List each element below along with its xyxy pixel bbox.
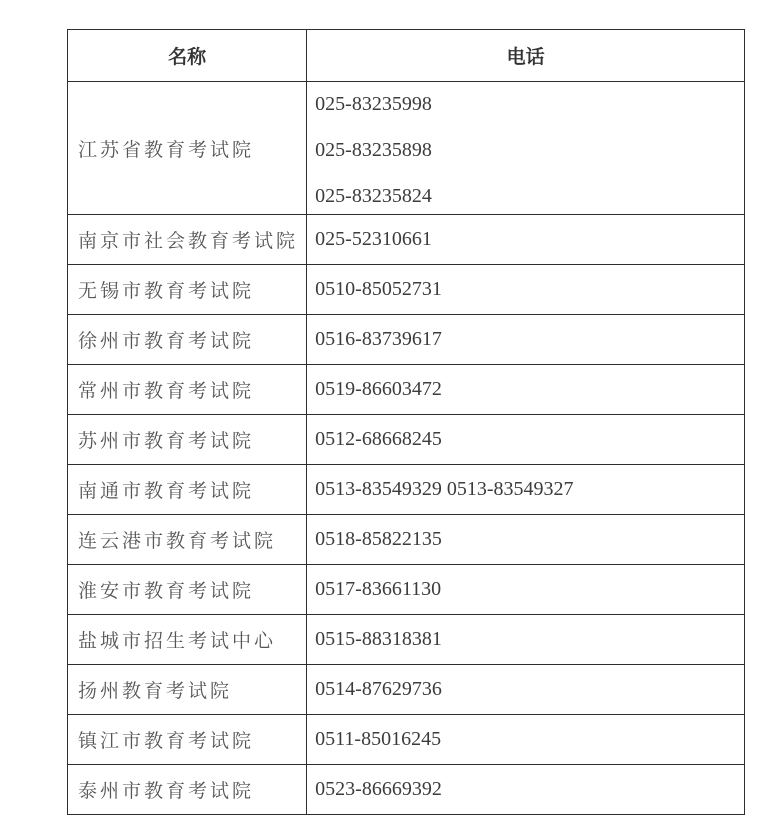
table-row [68,365,745,415]
institute-name: 徐州市教育考试院 [68,315,307,365]
table-row [68,465,745,515]
phone-number: 0516-83739617 [307,315,745,365]
exam-institute-contact-table [67,29,745,815]
phone-number: 0523-86669392 [307,765,745,815]
institute-name: 镇江市教育考试院 [68,715,307,765]
table-row [68,765,745,815]
phone-number: 0514-87629736 [307,665,745,715]
phone-number: 025-83235824 [315,185,432,207]
phone-cell [307,82,745,215]
table-row [68,515,745,565]
phone-number: 0518-85822135 [307,515,745,565]
table-row [68,565,745,615]
institute-name: 南通市教育考试院 [68,465,307,515]
institute-name: 无锡市教育考试院 [68,265,307,315]
phone-number: 0513-83549329 0513-83549327 [307,465,745,515]
header-name: 名称 [68,30,307,82]
institute-name: 连云港市教育考试院 [68,515,307,565]
table-row [68,415,745,465]
phone-number: 0515-88318381 [307,615,745,665]
institute-name: 泰州市教育考试院 [68,765,307,815]
header-phone: 电话 [307,30,745,82]
table-row [68,615,745,665]
phone-number: 0517-83661130 [307,565,745,615]
phone-number: 025-83235998 [315,93,432,115]
table-row [68,715,745,765]
phone-number: 025-83235898 [315,139,432,161]
table-row [68,265,745,315]
institute-name: 盐城市招生考试中心 [68,615,307,665]
institute-name: 南京市社会教育考试院 [68,215,307,265]
institute-name: 江苏省教育考试院 [68,82,307,215]
institute-name: 常州市教育考试院 [68,365,307,415]
phone-number: 0510-85052731 [307,265,745,315]
table-row [68,215,745,265]
institute-name: 扬州教育考试院 [68,665,307,715]
institute-name: 淮安市教育考试院 [68,565,307,615]
phone-number: 025-52310661 [307,215,745,265]
table-row [68,82,745,215]
institute-name: 苏州市教育考试院 [68,415,307,465]
table-header-row [68,30,745,82]
phone-number: 0511-85016245 [307,715,745,765]
phone-number: 0519-86603472 [307,365,745,415]
table-row [68,315,745,365]
phone-number: 0512-68668245 [307,415,745,465]
table-row [68,665,745,715]
